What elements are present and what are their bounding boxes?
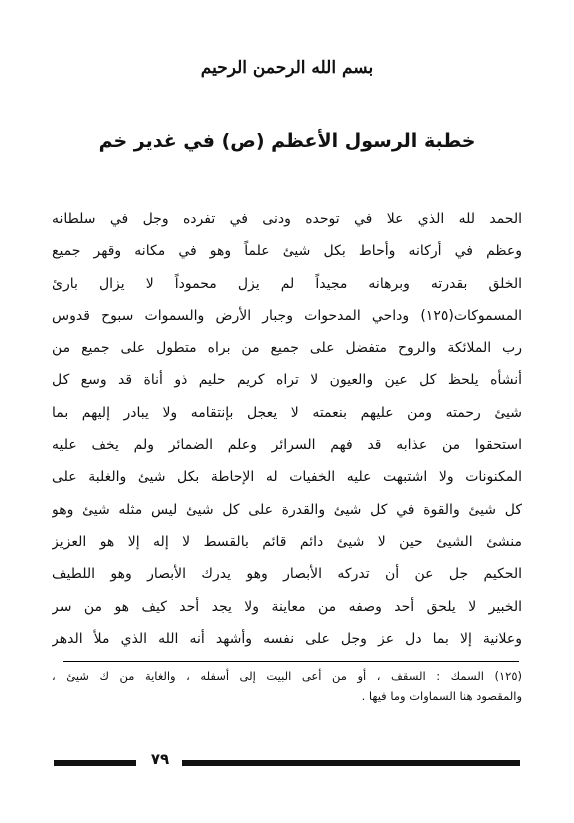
- basmala-header: بسم الله الرحمن الرحيم: [200, 58, 374, 78]
- body-line: رب الملائكة والروح متفضل على جميع من براه متطول على جميع من: [52, 340, 522, 357]
- body-line: وعظم في أركانه وأحاط بكل شيئ علماً وهو في مكانه وقهر جميع: [52, 243, 522, 260]
- section-title: خطبة الرسول الأعظم (ص) في غدير خم: [98, 130, 476, 152]
- footnote-line: (١٢٥) السمك : السقف ، أو من أعى البيت إلى أسفله ، والغاية من ك شيئ ،: [52, 669, 522, 683]
- body-line: المسموكات(١٢٥) وداحي المدحوات وجبار الأرض والسموات سبوح قدوس: [52, 307, 522, 324]
- page-number: ٧٩: [150, 750, 170, 768]
- body-line: شيئ رحمته ومن عليهم بنعمته لا يعجل بإنتقامه ولا يبادر إليهم بما: [52, 404, 522, 421]
- body-line: الحمد لله الذي علا في توحده ودنى في تفرده وجل في سلطانه: [52, 211, 522, 227]
- body-line: الحكيم جل عن أن تدركه الأبصار وهو يدرك الأبصار وهو اللطيف: [52, 566, 522, 583]
- body-line: وعلانية إلا بما دل عز وجل على نفسه وأشهد أنه الله الذي ملأ الدهر: [52, 630, 522, 647]
- body-line: الخلق بقدرته وبرهانه مجيداً لم يزل محموداً لا يزال بارئ: [52, 275, 522, 292]
- body-line: المكنونات ولا اشتبهت عليه الخفيات له الإحاطة بكل شيئ والغلبة على: [52, 469, 522, 486]
- footnote: [52, 666, 522, 706]
- body-line: استحقوا من عذابه قد فهم السرائر وعلم الضمائر ولم يخف عليه: [52, 437, 522, 454]
- footer-rule-right: [182, 760, 520, 766]
- body-line: الخبير لا يلحق أحد وصفه من معاينة ولا يجد أحد كيف هو من سر: [52, 598, 522, 615]
- body-line: منشئ الشيئ حين لا شيئ دائم قائم بالقسط لا إله إلا هو العزيز: [52, 533, 522, 550]
- footer-rule-left: [54, 760, 136, 766]
- footnote-line: والمقصود هنا السماوات وما فيها .: [361, 689, 522, 703]
- body-line: كل شيئ والقوة في كل شيئ والقدرة على كل شيئ ليس مثله شيئ وهو: [52, 501, 522, 518]
- body-line: أنشأه يلحظ كل عين والعيون لا تراه كريم حليم ذو أناة قد وسع كل: [52, 372, 522, 389]
- footnote-divider: [63, 661, 519, 662]
- body-text: [52, 203, 522, 655]
